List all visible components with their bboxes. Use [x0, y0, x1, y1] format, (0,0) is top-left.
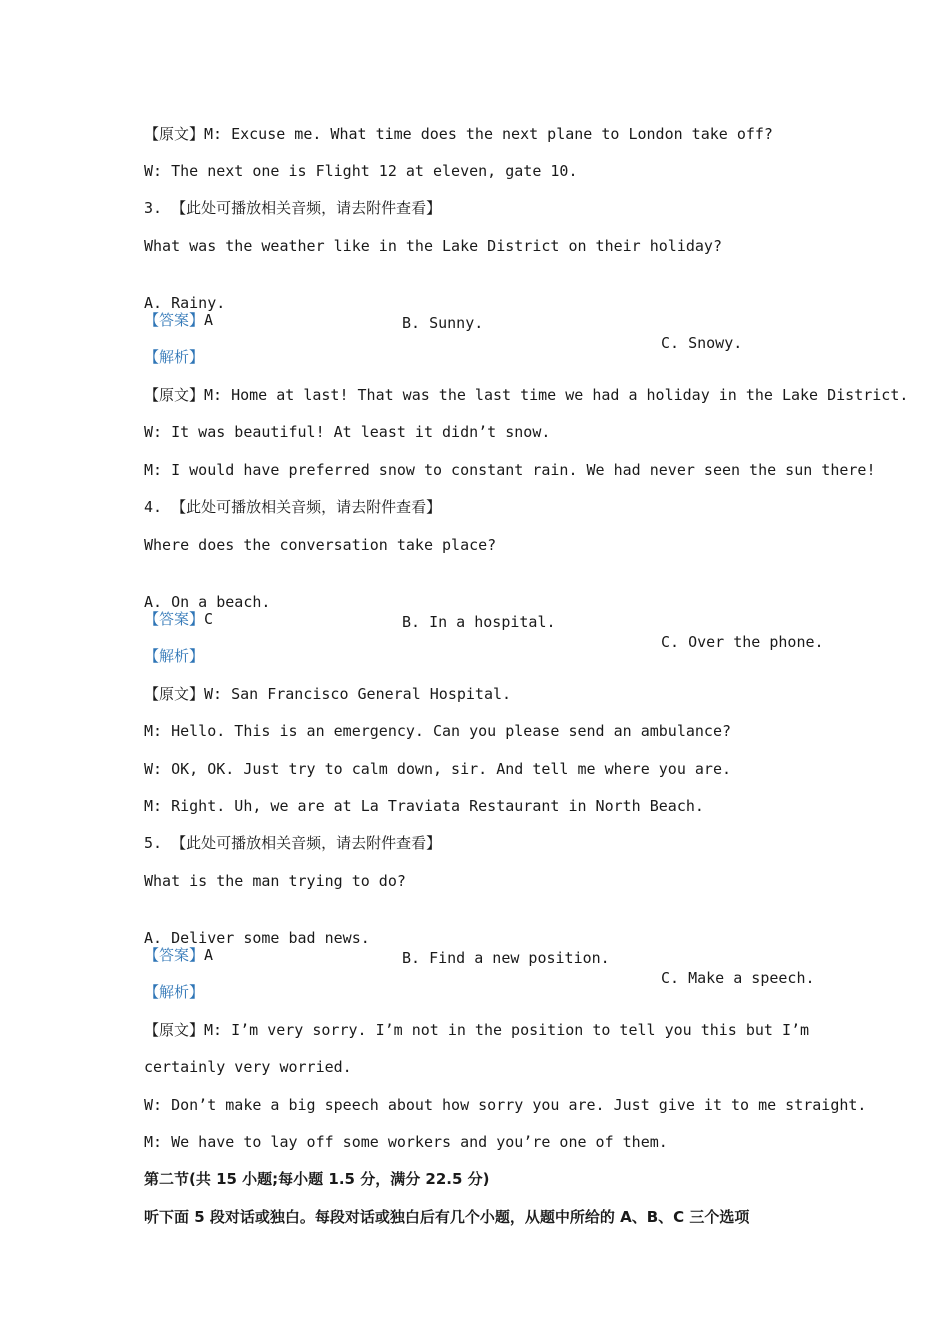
q4-audio-header[interactable]: 4. 【此处可播放相关音频，请去附件查看】 [144, 498, 442, 516]
q5-transcript-line-3: W: Don’t make a big speech about how sorry you are. Just give it to me straight. [144, 1096, 867, 1114]
answer-label: 【答案】 [144, 946, 205, 964]
q4-analysis-label: 【解析】 [144, 647, 205, 665]
q5-question: What is the man trying to do? [144, 872, 406, 890]
q5-transcript-line-1: 【原文】M: I’m very sorry. I’m not in the position to tell you this but I’m [144, 1021, 810, 1039]
q2-transcript-line-2: W: The next one is Flight 12 at eleven, gate 10. [144, 162, 578, 180]
q4-option-a: A. On a beach. [144, 593, 271, 611]
section2-title: 第二节(共 15 小题;每小题 1.5 分，满分 22.5 分) [144, 1170, 490, 1188]
q3-transcript-line-1: 【原文】M: Home at last! That was the last time we had a holiday in the Lake District. [144, 386, 909, 404]
q5-audio-header[interactable]: 5. 【此处可播放相关音频，请去附件查看】 [144, 834, 442, 852]
q3-option-a: A. Rainy. [144, 294, 226, 312]
q4-option-b: B. In a hospital. [402, 613, 556, 631]
q5-answer [144, 945, 810, 965]
answer-label: 【答案】 [144, 610, 205, 628]
answer-value: A [204, 311, 214, 329]
q5-option-c: C. Make a speech. [661, 969, 815, 987]
q4-question: Where does the conversation take place? [144, 536, 497, 554]
q4-answer [144, 609, 810, 629]
q2-transcript-line-1: 【原文】M: Excuse me. What time does the next plane to London take off? [144, 125, 773, 143]
answer-value: A [204, 946, 214, 964]
q3-audio-header[interactable]: 3. 【此处可播放相关音频，请去附件查看】 [144, 199, 442, 217]
q5-transcript-line-2: certainly very worried. [144, 1058, 352, 1076]
q3-transcript-line-3: M: I would have preferred snow to constant rain. We had never seen the sun there! [144, 461, 876, 479]
q3-analysis-label: 【解析】 [144, 348, 205, 366]
answer-label: 【答案】 [144, 311, 205, 329]
q4-transcript-line-3: W: OK, OK. Just try to calm down, sir. And tell me where you are. [144, 760, 731, 778]
section2-instruction: 听下面 5 段对话或独白。每段对话或独白后有几个小题，从题中所给的 A、B、C 三个选项 [144, 1208, 750, 1226]
q3-answer [144, 310, 810, 330]
q4-transcript-line-1: 【原文】W: San Francisco General Hospital. [144, 685, 512, 703]
q3-option-c: C. Snowy. [661, 334, 743, 352]
q5-option-b: B. Find a new position. [402, 949, 610, 967]
q4-transcript-line-2: M: Hello. This is an emergency. Can you please send an ambulance? [144, 722, 731, 740]
q3-option-b: B. Sunny. [402, 314, 484, 332]
q5-option-a: A. Deliver some bad news. [144, 929, 370, 947]
q4-transcript-line-4: M: Right. Uh, we are at La Traviata Restaurant in North Beach. [144, 797, 704, 815]
q4-option-c: C. Over the phone. [661, 633, 824, 651]
q5-analysis-label: 【解析】 [144, 983, 205, 1001]
q5-transcript-line-4: M: We have to lay off some workers and you’re one of them. [144, 1133, 668, 1151]
q3-transcript-line-2: W: It was beautiful! At least it didn’t snow. [144, 423, 551, 441]
answer-value: C [204, 610, 214, 628]
q3-question: What was the weather like in the Lake District on their holiday? [144, 237, 722, 255]
